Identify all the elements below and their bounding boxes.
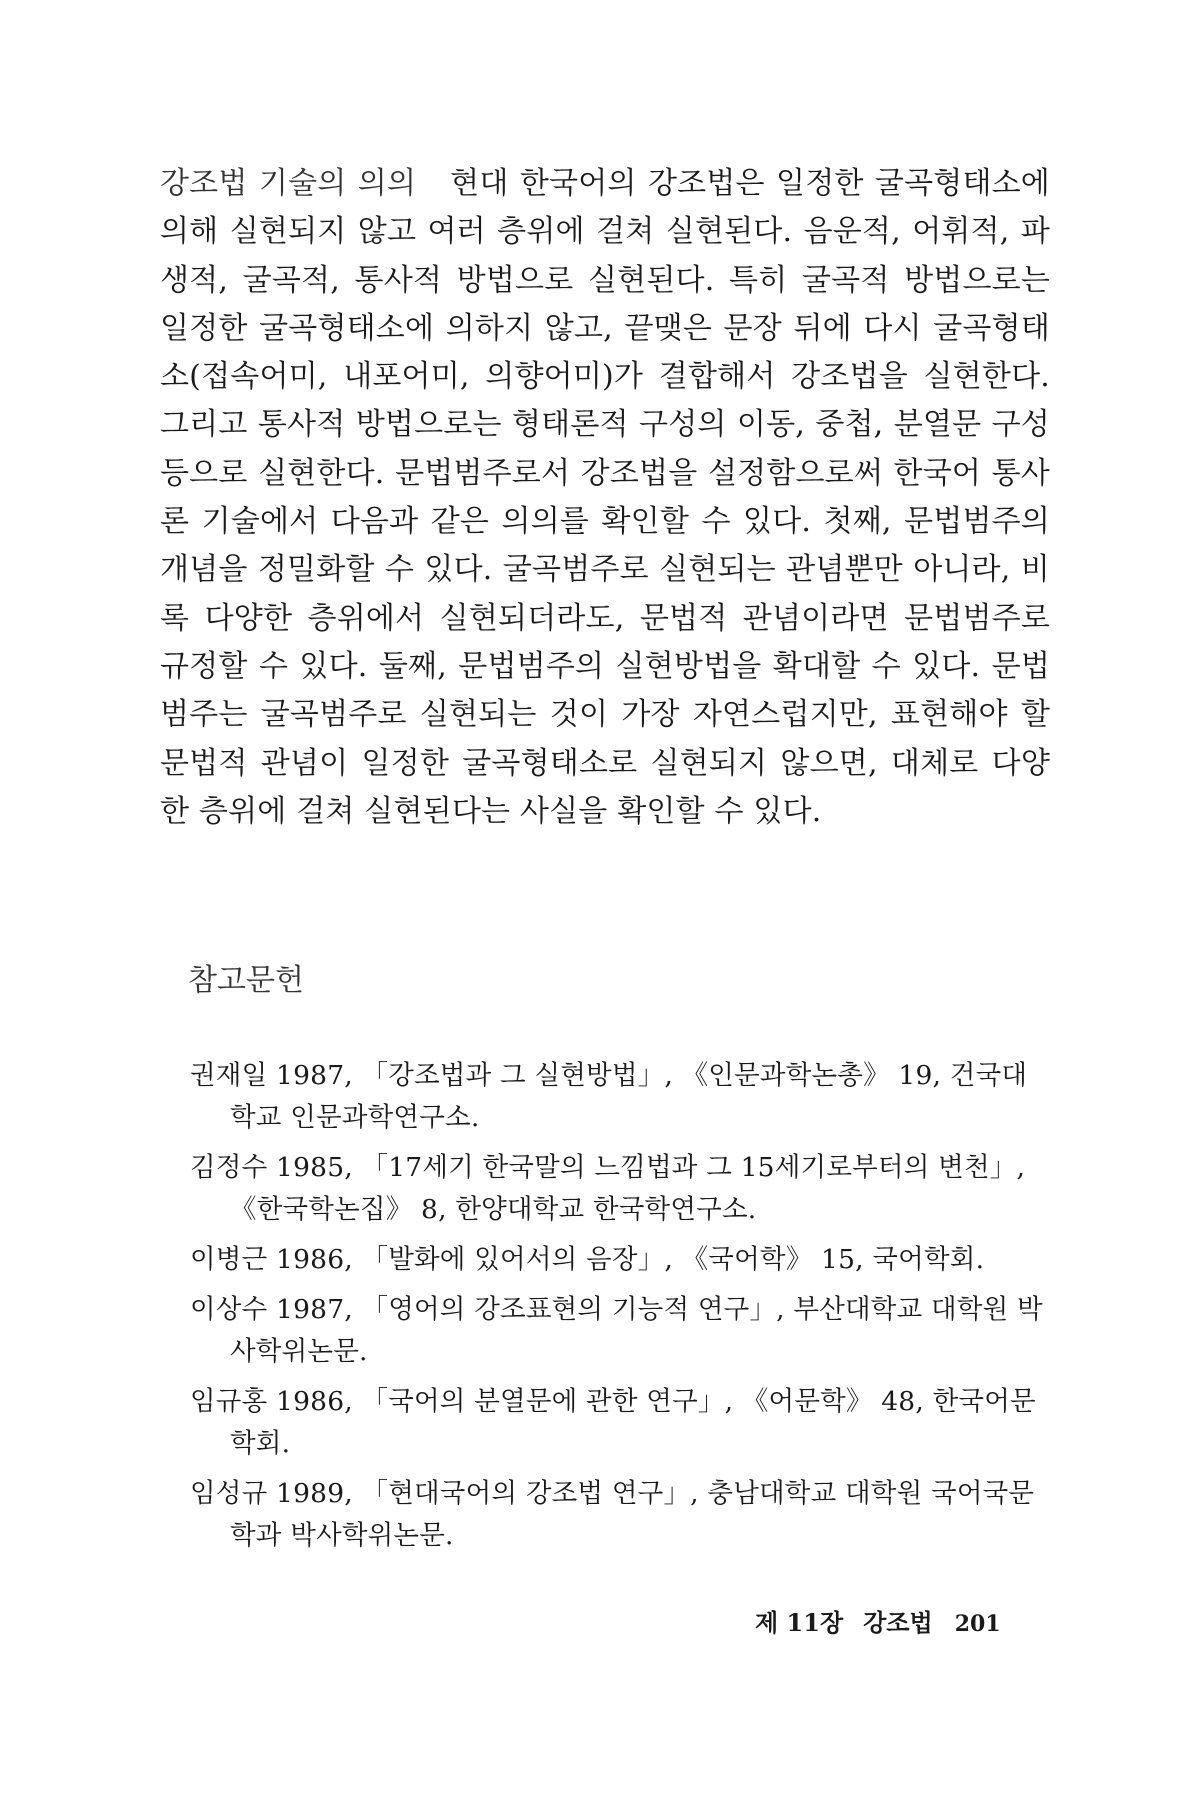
reference-item: 이병근 1986, 「발화에 있어서의 음장」, 《국어학》 15, 국어학회. (190, 1244, 985, 1275)
body-paragraph (160, 160, 1050, 836)
reference-list (190, 1055, 1050, 1565)
reference-item: 권재일 1987, 「강조법과 그 실현방법」, 《인문과학논총》 19, 건국대학교 인문과학연구소. (190, 1060, 1028, 1133)
reference-item: 이상수 1987, 「영어의 강조표현의 기능적 연구」, 부산대학교 대학원 박사학위논문. (190, 1294, 1043, 1367)
paragraph-text: 현대 한국어의 강조법은 일정한 굴곡형태소에 의해 실현되지 않고 여러 층위에 걸쳐 실현된다. 음운적, 어휘적, 파생적, 굴곡적, 통사적 방법으로 실현된다. 특히 굴곡적 방법으로는 일정한 굴곡형태소에 의하지 않고, 끝맺은 문장 뒤에 다시 굴곡형태소(접속어미, 내포어미, 의향어미)가 결합해서 강조법을 실현한다. 그리고 통사적 방법으로는 형태론적 구성의 이동, 중첩, 분열문 구성 등으로 실현한다. 문법범주로서 강조법을 설정함으로써 한국어 통사론 기술에서 다음과 같은 의의를 확인할 수 있다. 첫째, 문법범주의 개념을 정밀화할 수 있다. 굴곡범주로 실현되는 관념뿐만 아니라, 비록 다양한 층위에서 실현되더라도, 문법적 관념이라면 문법범주로 규정할 수 있다. 둘째, 문법범주의 실현방법을 확대할 수 있다. 문법범주는 굴곡범주로 실현되는 것이 가장 자연스럽지만, 표현해야 할 문법적 관념이 일정한 굴곡형태소로 실현되지 않으면, 대체로 다양한 층위에 걸쳐 실현된다는 사실을 확인할 수 있다. (160, 166, 1050, 829)
reference-item: 임규홍 1986, 「국어의 분열문에 관한 연구」, 《어문학》 48, 한국어문학회. (190, 1386, 1036, 1459)
page-number: 201 (954, 1611, 1001, 1637)
reference-item: 임성규 1989, 「현대국어의 강조법 연구」, 충남대학교 대학원 국어국문학과 박사학위논문. (190, 1478, 1035, 1551)
section-heading: 강조법 기술의 의의 (160, 166, 417, 201)
chapter-label: 제 11장 (755, 1608, 844, 1637)
reference-item: 김정수 1985, 「17세기 한국말의 느낌법과 그 15세기로부터의 변천」, 《한국학논집》 8, 한양대학교 한국학연구소. (190, 1152, 1026, 1225)
chapter-title: 강조법 (863, 1608, 933, 1637)
page-footer (755, 1603, 1001, 1638)
references-heading: 참고문헌 (188, 963, 304, 998)
